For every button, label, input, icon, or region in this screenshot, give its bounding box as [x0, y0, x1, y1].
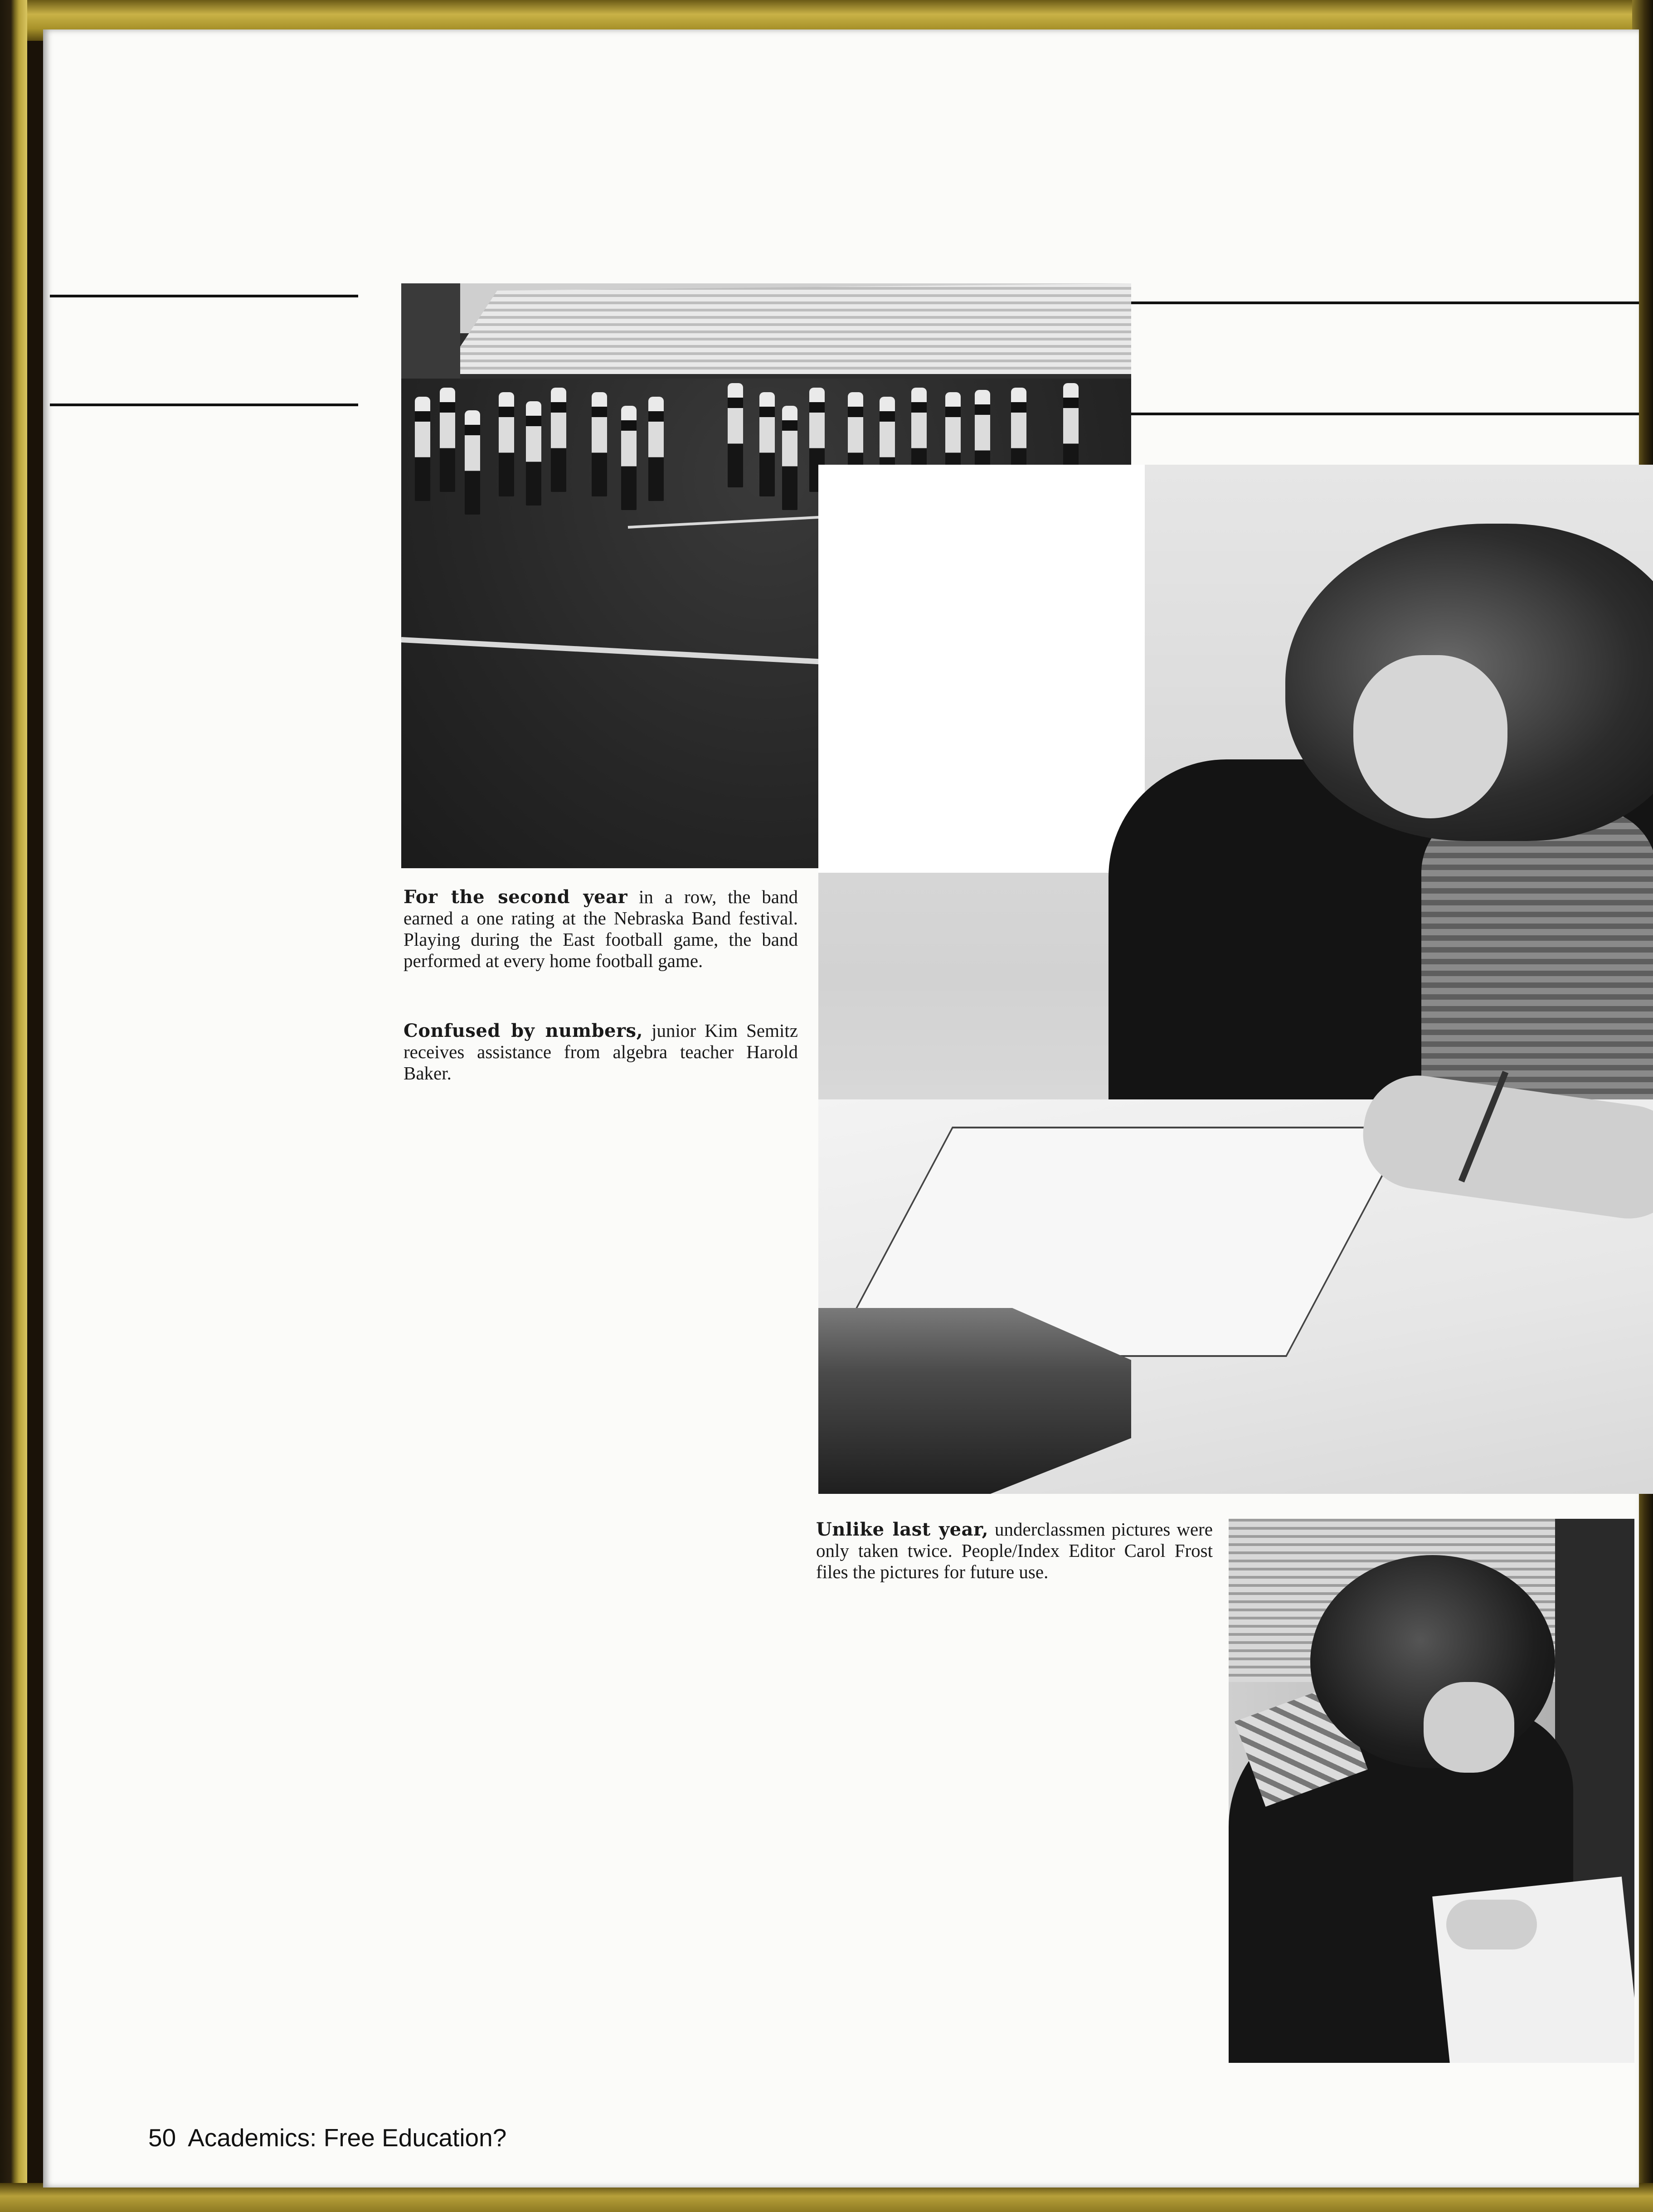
rule-left-top	[50, 295, 358, 297]
band-member	[728, 383, 743, 487]
student-desk-photo	[818, 465, 1653, 1494]
band-member	[499, 392, 514, 496]
caption-pictures	[816, 1519, 1213, 1583]
student-face	[1353, 655, 1507, 818]
band-member	[440, 388, 455, 492]
band-member	[551, 388, 566, 492]
band-member	[415, 397, 430, 501]
rule-right-top	[1090, 301, 1639, 304]
editor-filing-photo	[1229, 1519, 1634, 2063]
caption-lead: For the second year	[404, 886, 628, 908]
band-member	[648, 397, 664, 501]
band-member	[465, 410, 480, 515]
band-member	[759, 392, 775, 496]
page-footer	[148, 2123, 506, 2152]
yearbook-page	[43, 29, 1639, 2188]
caption-lead: Confused by numbers,	[404, 1020, 643, 1041]
caption-text: underclassmen pictures were only taken twice. People/Index Editor Carol Frost files the pictures for future use.	[816, 1519, 1213, 1582]
band-member	[782, 406, 797, 510]
section-title: Academics: Free Education?	[188, 2124, 507, 2152]
band-member	[592, 392, 607, 496]
caption-text: junior Kim Semitz receives assistance from algebra teacher Harold Baker.	[404, 1020, 798, 1084]
editor-hand	[1446, 1900, 1537, 1949]
caption-band	[404, 886, 798, 972]
rule-right-bottom	[1090, 413, 1639, 415]
caption-lead: Unlike last year,	[816, 1519, 989, 1540]
band-member	[526, 401, 541, 506]
desk-photo-wall	[818, 465, 1145, 873]
gold-border-left	[0, 0, 27, 2212]
band-member	[621, 406, 637, 510]
page-number: 50	[148, 2124, 176, 2152]
caption-algebra	[404, 1020, 798, 1084]
editor-face	[1424, 1682, 1514, 1773]
rule-left-bottom	[50, 404, 358, 406]
caption-text: in a row, the band earned a one rating at the Nebraska Band festival. Playing during the East football game, the band performed at every home football game.	[404, 886, 798, 971]
band-photo-bleachers	[442, 283, 1131, 374]
